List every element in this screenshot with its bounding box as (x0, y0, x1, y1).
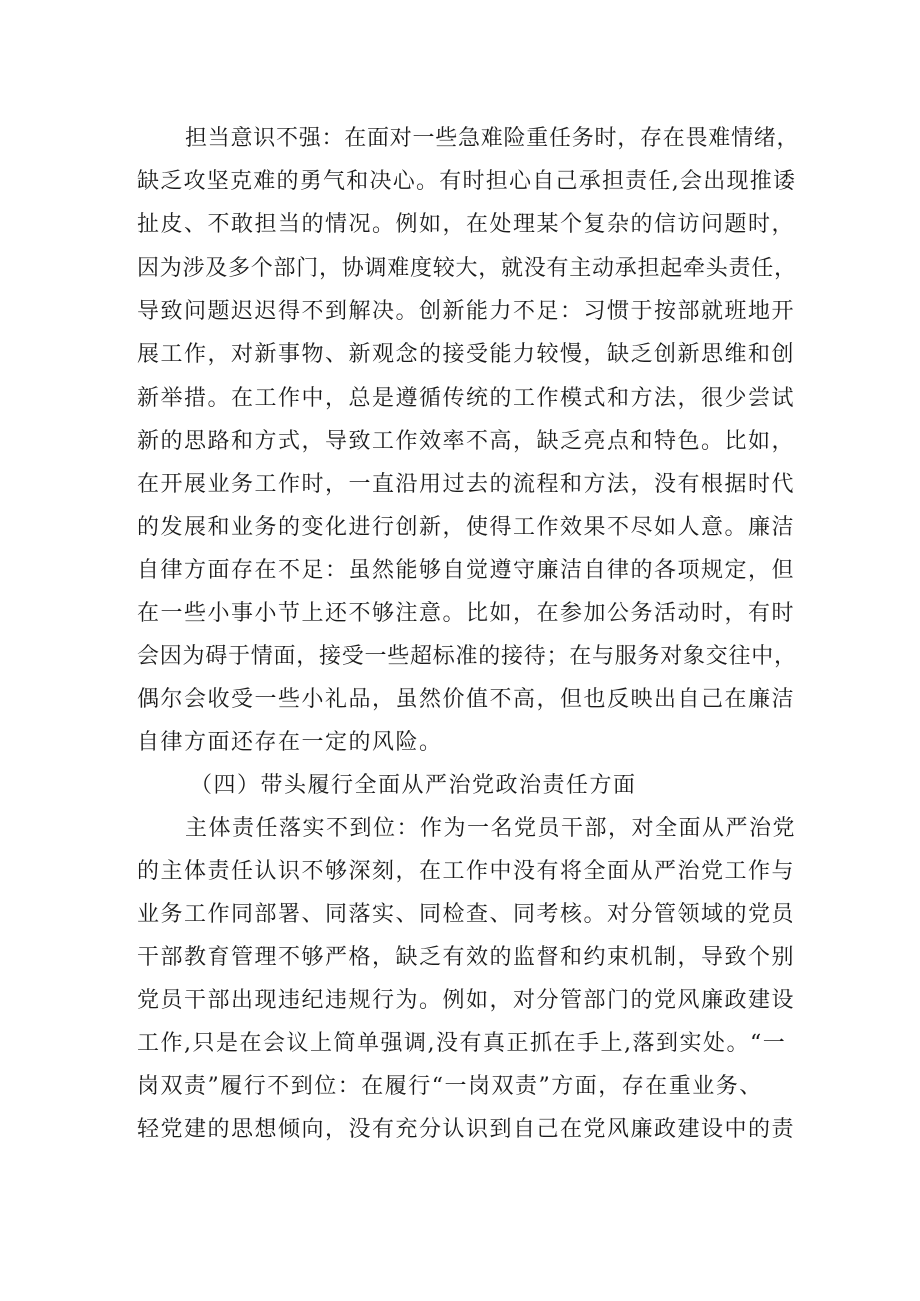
text-line: 在一些小事小节上还不够注意。比如，在参加公务活动时，有时 (137, 601, 796, 626)
text-line: 干部教育管理不够严格，缺乏有效的监督和约束机制，导致个别 (137, 945, 796, 970)
text-line: 的主体责任认识不够深刻，在工作中没有将全面从严治党工作与 (137, 859, 796, 884)
text-line: 缺乏攻坚克难的勇气和决心。有时担心自己承担责任,会出现推诿 (137, 169, 797, 194)
text-line: 党员干部出现违纪违规行为。例如，对分管部门的党风廉政建设 (137, 988, 796, 1013)
text-line: 展工作，对新事物、新观念的接受能力较慢，缺乏创新思维和创 (137, 342, 796, 367)
text-line: 扯皮、不敢担当的情况。例如，在处理某个复杂的信访问题时， (137, 212, 796, 237)
text-line: 自律方面还存在一定的风险。 (137, 730, 443, 755)
text-line: 业务工作同部署、同落实、同检查、同考核。对分管领域的党员 (137, 902, 796, 927)
text-line: 的发展和业务的变化进行创新，使得工作效果不尽如人意。廉洁 (137, 515, 796, 540)
text-line: 主体责任落实不到位：作为一名党员干部，对全面从严治党 (185, 816, 797, 841)
text-line: 导致问题迟迟得不到解决。创新能力不足：习惯于按部就班地开 (137, 299, 796, 324)
text-line: 自律方面存在不足：虽然能够自觉遵守廉洁自律的各项规定，但 (137, 558, 796, 583)
text-line: 岗双责”履行不到位：在履行“一岗双责”方面，存在重业务、 (137, 1074, 763, 1099)
text-line: 新的思路和方式，导致工作效率不高，缺乏亮点和特色。比如， (137, 429, 796, 454)
text-line: 工作,只是在会议上简单强调,没有真正抓在手上,落到实处。“一 (137, 1031, 787, 1056)
text-line: 在开展业务工作时，一直沿用过去的流程和方法，没有根据时代 (137, 472, 796, 497)
text-line: 新举措。在工作中，总是遵循传统的工作模式和方法，很少尝试 (137, 386, 796, 411)
text-line: 因为涉及多个部门，协调难度较大，就没有主动承担起牵头责任， (137, 256, 797, 281)
text-line: 担当意识不强：在面对一些急难险重任务时，存在畏难情绪， (185, 126, 800, 151)
text-line: 偶尔会收受一些小礼品，虽然价值不高，但也反映出自己在廉洁 (137, 687, 796, 712)
section-heading: （四）带头履行全面从严治党政治责任方面 (190, 773, 637, 798)
text-line: 会因为碍于情面，接受一些超标准的接待；在与服务对象交往中， (137, 644, 797, 669)
text-line: 轻党建的思想倾向，没有充分认识到自己在党风廉政建设中的责 (137, 1117, 796, 1142)
